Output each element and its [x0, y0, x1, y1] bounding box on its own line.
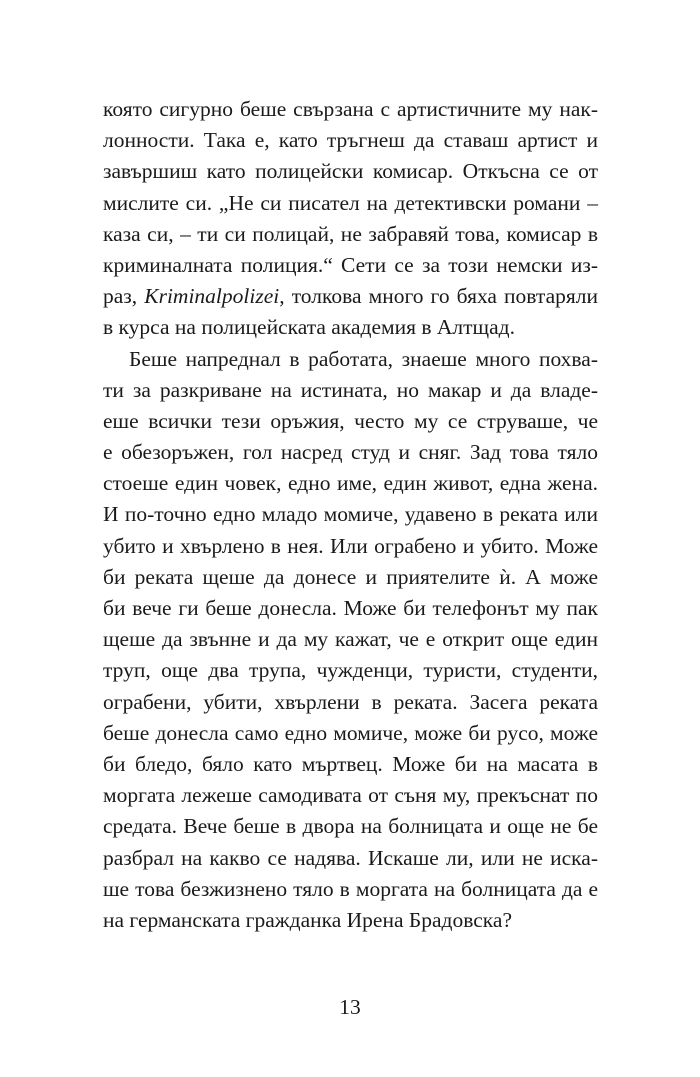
text-line [103, 219, 598, 250]
text-segment: убито и хвърлено в нея. Или ограбено и убито. Може [103, 533, 598, 558]
text-segment: ти за разкриване на истината, но макар и да владе- [103, 377, 598, 402]
text-line [103, 593, 598, 624]
text-line [103, 655, 598, 686]
text-line [103, 749, 598, 780]
text-line [103, 468, 598, 499]
page-number: 13 [339, 995, 361, 1019]
body-text [103, 94, 598, 936]
text-line [103, 780, 598, 811]
text-line [103, 188, 598, 219]
text-segment: И по-точно едно младо момиче, удавено в реката или [103, 502, 598, 527]
text-line [103, 437, 598, 468]
paragraph [103, 94, 598, 344]
text-line [103, 718, 598, 749]
text-line [103, 375, 598, 406]
text-segment: в курса на полицейската академия в Алтщад. [103, 315, 515, 340]
text-segment: ограбени, убити, хвърлени в реката. Засега реката [103, 689, 598, 714]
text-segment: беше донесла само едно момиче, може би русо, може [103, 720, 598, 745]
text-line [103, 811, 598, 842]
text-line [103, 905, 598, 936]
text-line [103, 874, 598, 905]
text-line [103, 531, 598, 562]
text-segment: би реката щеше да донесе и приятелите ѝ. А може [103, 564, 598, 589]
text-segment: е обезоръжен, гол насред студ и сняг. Зад това тяло [103, 440, 598, 465]
text-segment: лонности. Така е, като тръгнеш да ставаш артист и [103, 128, 598, 153]
text-segment: Беше напреднал в работата, знаеше много похва- [129, 346, 598, 371]
text-segment: средата. Вече беше в двора на болницата и още не бе [103, 814, 598, 839]
text-line [103, 156, 598, 187]
text-segment: каза си, – ти си полицай, не забравяй това, комисар в [103, 221, 598, 246]
text-segment: би вече ги беше донесла. Може би телефонът му пак [103, 596, 598, 620]
text-line [103, 312, 598, 343]
text-segment: завършиш като полицейски комисар. Откъсна се от [103, 159, 598, 184]
text-line [103, 687, 598, 718]
text-segment: еше всички тези оръжия, често му се струваше, че [103, 408, 598, 433]
text-segment: би бледо, бяло като мъртвец. Може би на масата в [103, 751, 598, 776]
text-line [103, 344, 598, 375]
text-segment: мислите си. „Не си писател на детективски романи – [103, 190, 598, 215]
text-line [103, 250, 598, 281]
paragraph [103, 344, 598, 937]
text-line [103, 624, 598, 655]
text-line [103, 499, 598, 530]
text-segment: на германската гражданка Ирена Брадовска? [103, 907, 512, 932]
text-segment: която сигурно беше свързана с артистичните му нак- [103, 97, 598, 121]
text-segment: труп, още два трупа, чужденци, туристи, студенти, [103, 658, 598, 683]
text-segment: криминалната полиция.“ Сети се за този немски из- [103, 252, 598, 277]
text-line [103, 843, 598, 874]
text-segment: стоеше един човек, едно име, един живот, една жена. [103, 471, 598, 496]
text-line [103, 94, 598, 125]
text-segment: раз, [103, 284, 145, 309]
text-segment: , толкова много го бяха повтаряли [279, 284, 598, 309]
italic-text: Kriminalpolizei [144, 284, 280, 309]
text-line [103, 125, 598, 156]
text-line [103, 562, 598, 593]
text-segment: щеше да звънне и да му кажат, че е открит още един [103, 627, 598, 652]
text-line [103, 281, 598, 312]
text-line [103, 406, 598, 437]
text-segment: разбрал на какво се надява. Искаше ли, или не иска- [103, 845, 598, 870]
text-segment: ше това безжизнено тяло в моргата на болницата да е [103, 876, 598, 901]
text-segment: моргата лежеше самодивата от съня му, прекъснат по [103, 783, 598, 808]
